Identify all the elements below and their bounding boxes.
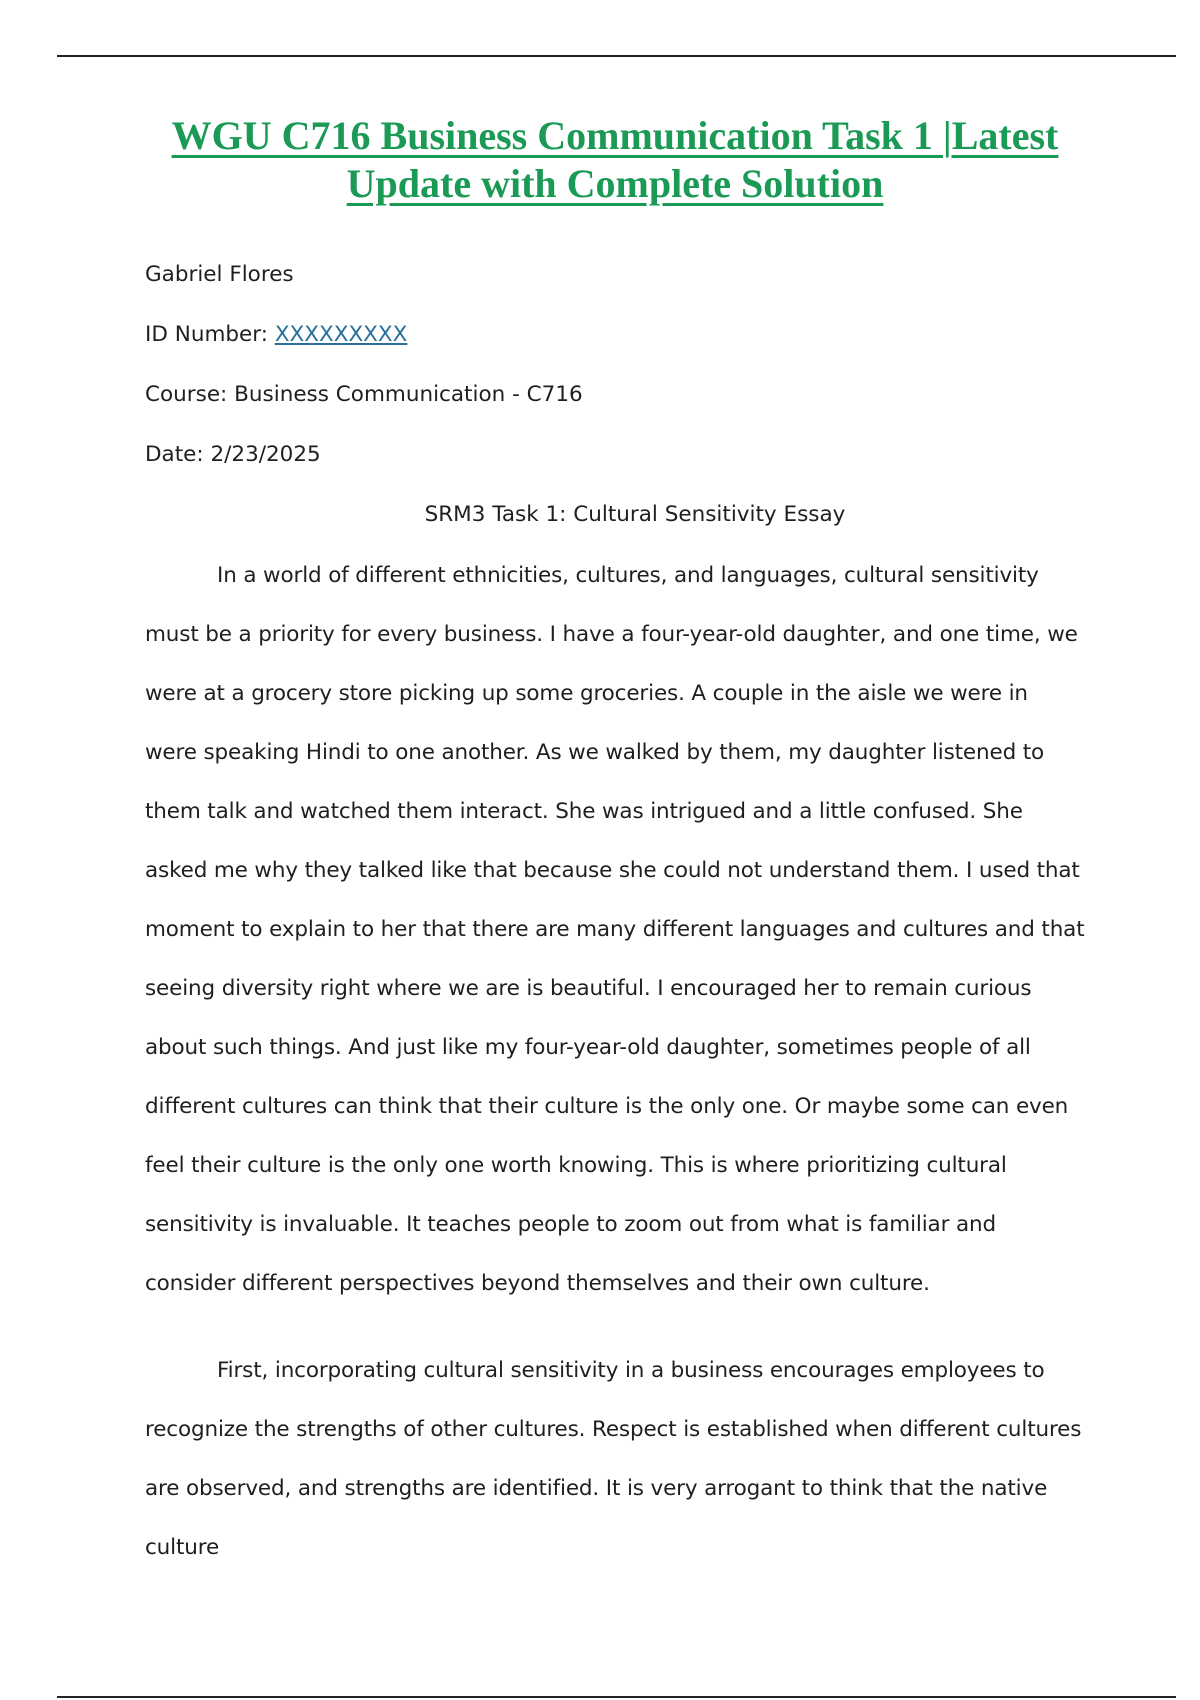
course-line: Course: Business Communication - C716	[145, 382, 583, 407]
author-name: Gabriel Flores	[145, 262, 294, 287]
document-body	[145, 262, 1085, 1593]
id-number-label: ID Number:	[145, 322, 275, 347]
essay-title: SRM3 Task 1: Cultural Sensitivity Essay	[424, 502, 846, 527]
document-title	[100, 112, 1130, 208]
date-line: Date: 2/23/2025	[145, 442, 321, 467]
document-title-line-2: Update with Complete Solution	[346, 161, 884, 206]
id-number-line	[145, 322, 1085, 382]
top-divider	[57, 55, 1176, 57]
essay-paragraph-1: In a world of different ethnicities, cultures, and languages, cultural sensitivity must be a priority for every business. I have a four-year-old daughter, and one time, we were at a grocery store picking up some groceries. A couple in the aisle we were in were speaking Hindi to one another. As we walked by them, my daughter listened to them talk and watched them interact. She was intrigued and a little confused. She asked me why they talked like that because she could not understand them. I used that moment to explain to her that there are many different languages and cultures and that seeing diversity right where we are is beautiful. I encouraged her to remain curious about such things. And just like my four-year-old daughter, sometimes people of all different cultures can think that their culture is the only one. Or maybe some can even feel their culture is the only one worth knowing. This is where prioritizing cultural sensitivity is invaluable. It teaches people to zoom out from what is familiar and consider different perspectives beyond themselves and their own culture.	[145, 563, 1085, 1296]
essay-paragraph-2: First, incorporating cultural sensitivity in a business encourages employees to recognize the strengths of other cultures. Respect is established when different cultures are observed, and strengths are identified. It is very arrogant to think that the native culture	[145, 1358, 1082, 1560]
id-number-link[interactable]: XXXXXXXXX	[274, 322, 408, 347]
document-title-line-1: WGU C716 Business Communication Task 1 |Latest	[171, 113, 1059, 158]
bottom-divider	[57, 1696, 1176, 1698]
